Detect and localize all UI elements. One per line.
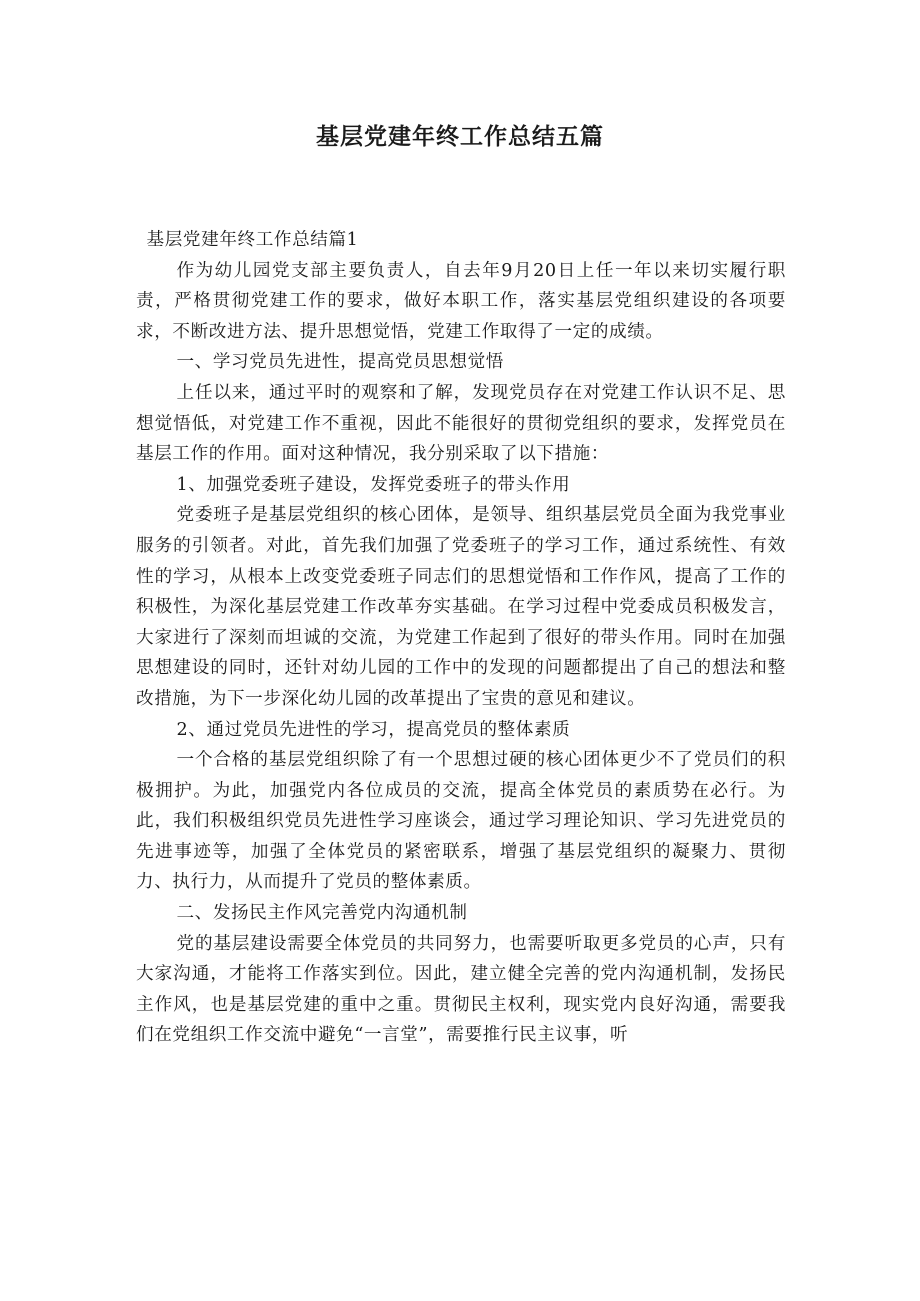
heading-1: 一、学习党员先进性，提高党员思想觉悟 [176, 352, 504, 373]
paragraph-3: 党委班子是基层党组织的核心团体，是领导、组织基层党员全面为我党事业服务的引领者。对此，首先我们加强了党委班子的学习工作，通过系统性、有效性的学习，从根本上改变党委班子同志们的思想觉悟和工作作风，提高了工作的积极性，为深化基层党建工作改革夯实基础。在学习过程中党委成员积极发言，大家进行了深刻而坦诚的交流，为党建工作起到了很好的带头作用。同时在加强思想建设的同时，还针对幼儿园的工作中的发现的问题都提出了自己的想法和整改措施，为下一步深化幼儿园的改革提出了宝贵的意见和建议。 [136, 505, 786, 709]
subheading-1: 1、加强党委班子建设，发挥党委班子的带头作用 [176, 474, 571, 495]
paragraph-4: 一个合格的基层党组织除了有一个思想过硬的核心团体更少不了党员们的积极拥护。为此，加强党内各位成员的交流，提高全体党员的素质势在必行。为此，我们积极组织党员先进性学习座谈会，通过学习理论知识、学习先进党员的先进事迹等，加强了全体党员的紧密联系，增强了基层党组织的凝聚力、贯彻力、执行力，从而提升了党员的整体素质。 [136, 750, 786, 893]
document-body [136, 225, 786, 1051]
document-title: 基层党建年终工作总结五篇 [316, 124, 604, 150]
paragraph-5: 党的基层建设需要全体党员的共同努力，也需要听取更多党员的心声，只有大家沟通，才能将工作落实到位。因此，建立健全完善的党内沟通机制，发扬民主作风，也是基层党建的重中之重。贯彻民主权利，现实党内良好沟通，需要我们在党组织工作交流中避免“一言堂”，需要推行民主议事，听 [136, 933, 786, 1046]
heading-2: 二、发扬民主作风完善党内沟通机制 [176, 903, 468, 924]
subheading-2: 2、通过党员先进性的学习，提高党员的整体素质 [176, 719, 571, 740]
section-title: 基层党建年终工作总结篇1 [146, 230, 359, 250]
paragraph-1: 作为幼儿园党支部主要负责人，自去年9月20日上任一年以来切实履行职责，严格贯彻党建工作的要求，做好本职工作，落实基层党组织建设的各项要求，不断改进方法、提升思想觉悟，党建工作取得了一定的成绩。 [136, 260, 786, 342]
paragraph-2: 上任以来，通过平时的观察和了解，发现党员存在对党建工作认识不足、思想觉悟低，对党建工作不重视，因此不能很好的贯彻党组织的要求，发挥党员在基层工作的作用。面对这种情况，我分别采取了以下措施： [136, 382, 786, 465]
